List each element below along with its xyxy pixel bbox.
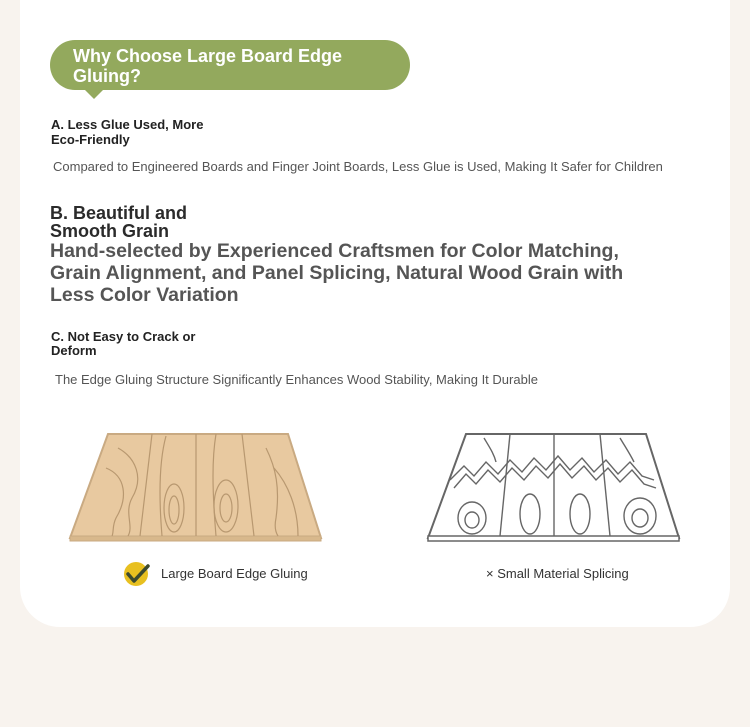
benefit-b-title: B. Beautiful and Smooth Grain	[50, 203, 188, 241]
benefit-b-desc: Hand-selected by Experienced Craftsmen for Color Matching, Grain Alignment, and Panel Splicing, Natural Wood Grain with Less Color Variation	[50, 240, 624, 306]
benefit-a-title: A. Less Glue Used, More Eco-Friendly	[51, 117, 204, 147]
section-title: Why Choose Large Board Edge Gluing?	[73, 46, 343, 86]
benefit-c-desc: The Edge Gluing Structure Significantly Enhances Wood Stability, Making It Durable	[55, 372, 538, 387]
section-header-pill	[50, 40, 410, 90]
small-splicing-illustration	[424, 428, 686, 546]
good-label: Large Board Edge Gluing	[161, 566, 308, 581]
checkmark-icon	[123, 560, 151, 588]
large-board-illustration	[66, 428, 328, 546]
benefit-a-desc: Compared to Engineered Boards and Finger Joint Boards, Less Glue is Used, Making It Safer for Children	[53, 159, 663, 174]
bad-label: × Small Material Splicing	[486, 566, 629, 581]
benefit-c-title: C. Not Easy to Crack or Deform	[51, 329, 196, 358]
